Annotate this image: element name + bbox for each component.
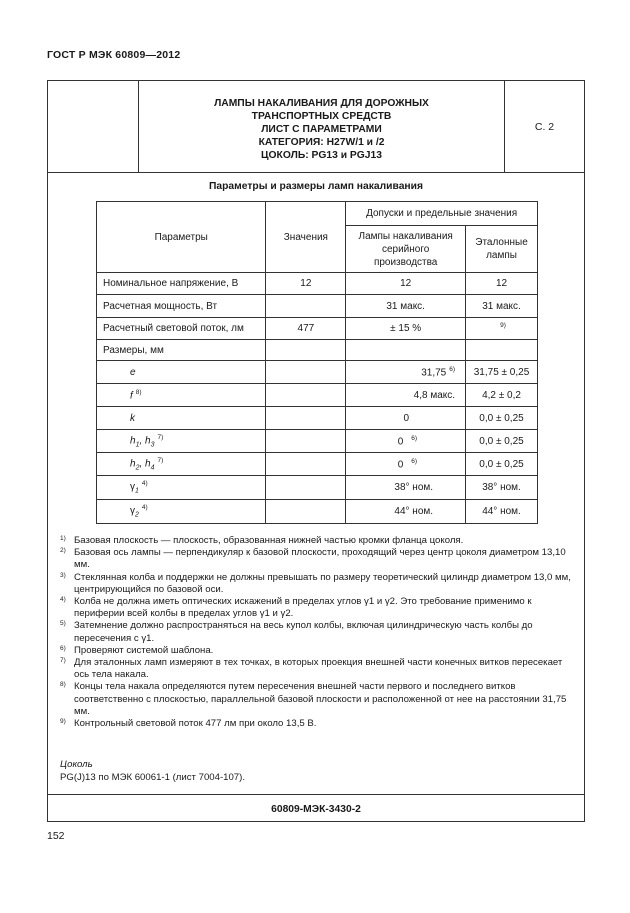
title-line-1: ЛАМПЫ НАКАЛИВАНИЯ ДЛЯ ДОРОЖНЫХ xyxy=(214,98,429,109)
sheet-number: С. 2 xyxy=(534,121,555,133)
table-row: Расчетная мощность, Вт 31 макс. 31 макс. xyxy=(97,295,538,318)
parameters-table xyxy=(96,201,538,524)
footnote: 7) Для эталонных ламп измеряют в тех точках, в которых проекция внешней части конечных витков пересекает ось тела накала. xyxy=(60,657,563,681)
header-tolerances: Допуски и предельные значения xyxy=(346,202,538,226)
dim-row-e: e 31,75 $^{6)}$ 31,75 ± 0,25 xyxy=(97,361,538,384)
cap-label: Цоколь xyxy=(60,759,93,770)
header-values: Значения xyxy=(266,202,346,273)
page-number: 152 xyxy=(47,830,65,842)
footnote: 4) Колба не должна иметь оптических искажений в пределах углов γ1 и γ2. Это требование применимо к периферии всей колбы в пределах углов γ1 и γ2. xyxy=(60,596,532,620)
sheet-frame xyxy=(47,80,585,822)
title-line-2: ТРАНСПОРТНЫХ СРЕДСТВ xyxy=(251,111,392,122)
dim-row-gamma1: $\gamma_1^{4)}$ 38° ном. 38° ном. xyxy=(97,476,538,500)
dim-row-h2-h4: $h_2$, $h_4^{7)}$ 0 $^{6)}$ 0,0 ± 0,25 xyxy=(97,453,538,476)
footnote: 5) Затемнение должно распространяться на весь купол колбы, включая цилиндрическую часть колбы до пересечения с γ1. xyxy=(60,620,533,644)
footnote: 2) Базовая ось лампы — перпендикуляр к базовой плоскости, проходящий через центр цоколя диаметром 13,10 мм. xyxy=(60,547,566,571)
sheet-header xyxy=(48,81,584,173)
cap-text: PG(J)13 по МЭК 60061-1 (лист 7004-107). xyxy=(60,772,246,783)
footnote: 1) Базовая плоскость — плоскость, образованная нижней частью кромки фланца цоколя. xyxy=(60,535,464,546)
dim-row-k: k 0 0,0 ± 0,25 xyxy=(97,407,538,430)
dim-row-f: f $^{8)}$ 4,8 макс. 4,2 ± 0,2 xyxy=(97,384,538,407)
footnote: 8) Концы тела накала определяются путем пересечения внешней части первого и последнего витков соответственно с плоскостью, параллельной базовой плоскости и расположенной от нее на расстоянии 31,75 мм. xyxy=(60,681,567,717)
footnote-ref: 9) xyxy=(500,322,506,330)
header-params: Параметры xyxy=(97,202,266,273)
title-line-5: ЦОКОЛЬ: PG13 и PGJ13 xyxy=(261,150,382,161)
sheet-footer-code: 60809-МЭК-3430-2 xyxy=(48,794,584,822)
footnote: 6) Проверяют системой шаблона. xyxy=(60,644,214,656)
header-empty-cell xyxy=(48,81,139,172)
title-line-4: КАТЕГОРИЯ: H27W/1 и /2 xyxy=(258,137,385,148)
table-row: Расчетный световой поток, лм 477 ± 15 % $^{9)}$ xyxy=(97,318,538,340)
dim-row-gamma2: $\gamma_2^{4)}$ 44° ном. 44° ном. xyxy=(97,500,538,524)
footnote: 3) Стеклянная колба и поддержки не должны превышать по размеру теоретический цилиндр диаметром 13,0 мм, центрирующийся по базовой оси. xyxy=(60,571,571,595)
footnotes xyxy=(60,535,575,730)
document-code: ГОСТ Р МЭК 60809—2012 xyxy=(47,49,181,61)
title-line-3: ЛИСТ С ПАРАМЕТРАМИ xyxy=(261,124,382,135)
header-title xyxy=(139,81,505,172)
section-title: Параметры и размеры ламп накаливания xyxy=(209,181,423,192)
header-reference: Эталонные лампы xyxy=(466,226,538,273)
table-row: Размеры, мм xyxy=(97,340,538,361)
header-serial: Лампы накаливания серийного производства xyxy=(346,226,466,273)
footnote: 9) Контрольный световой поток 477 лм при около 13,5 В. xyxy=(60,718,317,730)
dim-row-h1-h3: $h_1$, $h_3^{7)}$ 0 $^{6)}$ 0,0 ± 0,25 xyxy=(97,430,538,453)
table-row: Номинальное напряжение, В 12 12 12 xyxy=(97,273,538,295)
